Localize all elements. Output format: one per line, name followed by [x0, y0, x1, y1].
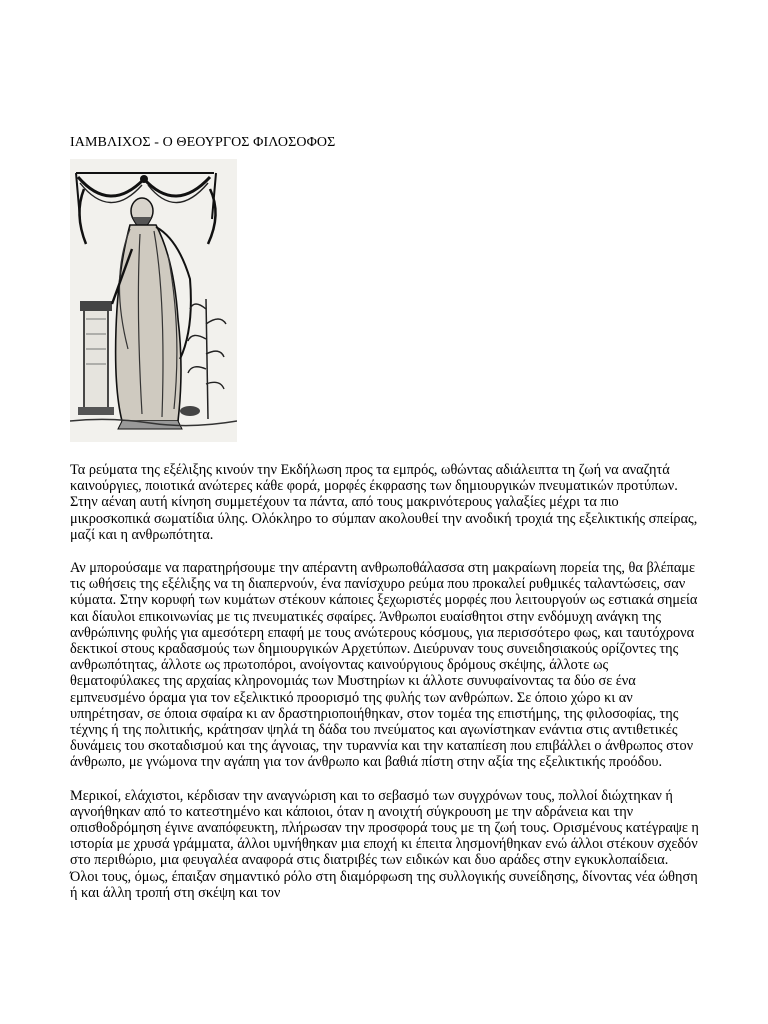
- document-title: ΙΑΜΒΛΙΧΟΣ - Ο ΘΕΟΥΡΓΟΣ ΦΙΛΟΣΟΦΟΣ: [70, 135, 336, 150]
- paragraph: Μερικοί, ελάχιστοι, κέρδισαν την αναγνώριση και το σεβασμό των συγχρόνων τους, πολλοί διώχτηκαν ή αγνοήθηκαν από το κατεστημένο και κάποιοι, όταν η ανοιχτή σύγκρουση με την αδράνεια και την οπισθοδρόμηση έγινε αναπόφευκτη, πλήρωσαν την προσφορά τους με τη ζωή τους. Ορισμένους κατέγραψε η ιστορία με χρυσά γράμματα, άλλοι υμνήθηκαν μια εποχή κι έπειτα λησμονήθηκαν ενώ άλλοι στέκουν σχεδόν στο περιθώριο, μια φευγαλέα αναφορά στις διατριβές των ειδικών και δυο αράδες στην εγκυκλοπαίδεια. Όλοι τους, όμως, έπαιξαν σημαντικό ρόλο στη διαμόρφωση της συλλογικής συνείδησης, δίνοντας νέα ώθηση ή και άλλη τροπή στη σκέψη και τον: [70, 787, 699, 901]
- engraving-philosopher-figure: [70, 159, 237, 442]
- paragraph: Αν μπορούσαμε να παρατηρήσουμε την απέραντη ανθρωποθάλασσα στη μακραίωνη πορεία της, θα βλέπαμε τις ωθήσεις της εξέλιξης να τη διαπερνούν, ένα πανίσχυρο ρεύμα που προκαλεί ρυθμικές ταλαντώσεις, σαν κύματα. Στην κορυφή των κυμάτων στέκουν κάποιες ξεχωριστές μορφές που λειτουργούν ως εστιακά σημεία και δίαυλοι επικοινωνίας με τις πνευματικές σφαίρες. Άνθρωποι ευαίσθητοι στην ενδόμυχη ανάγκη της ανθρώπινης φυλής για αμεσότερη επαφή με τους ανώτερους κόσμους, για περισσότερο φως, και ταυτόχρονα δεκτικοί στους κραδασμούς των δημιουργικών Αρχετύπων. Διεύρυναν τους συνειδησιακούς ορίζοντες της ανθρωπότητας, άλλοτε ως πρωτοπόροι, ανοίγοντας καινούργιους δρόμους σκέψης, άλλοτε ως θεματοφύλακες της αρχαίας κληρονομιάς των Μυστηρίων κι άλλοτε συνυφαίνοντας τα δύο σε ένα εμπνευσμένο όραμα για τον εξελικτικό προορισμό της φυλής των ανθρώπων. Σε όποιο χώρο κι αν υπηρέτησαν, σε όποια σφαίρα κι αν δραστηριοποιήθηκαν, στον τομέα της επιστήμης, της φιλοσοφίας, της τέχνης ή της πολιτικής, κράτησαν ψηλά τη δάδα του πνεύματος και αγωνίστηκαν ενάντια στις αντιθετικές δυνάμεις του σκοταδισμού και της άγνοιας, την τυραννία και την καταπίεση που επιβάλλει ο άνθρωπος στον άνθρωπο, με γνώμονα την αγάπη για τον άνθρωπο και βαθιά πίστη στην αξία της εξελικτικής προόδου.: [70, 560, 698, 771]
- paragraph: Τα ρεύματα της εξέλιξης κινούν την Εκδήλωση προς τα εμπρός, ωθώντας αδιάλειπτα τη ζωή να αναζητά καινούργιες, ποιοτικά ανώτερες κάθε φορά, μορφές έκφρασης των δημιουργικών πνευματικών προτύπων. Στην αέναη αυτή κίνηση συμμετέχουν τα πάντα, από τους μακρινότερους γαλαξίες μέχρι τα πιο μικροσκοπικά σωματίδια ύλης. Ολόκληρο το σύμπαν ακολουθεί την ανοδική τροχιά της εξελικτικής σπείρας, μαζί και η ανθρωπότητα.: [70, 462, 698, 543]
- engraving-illustration: [70, 159, 237, 442]
- document-body: [70, 462, 700, 918]
